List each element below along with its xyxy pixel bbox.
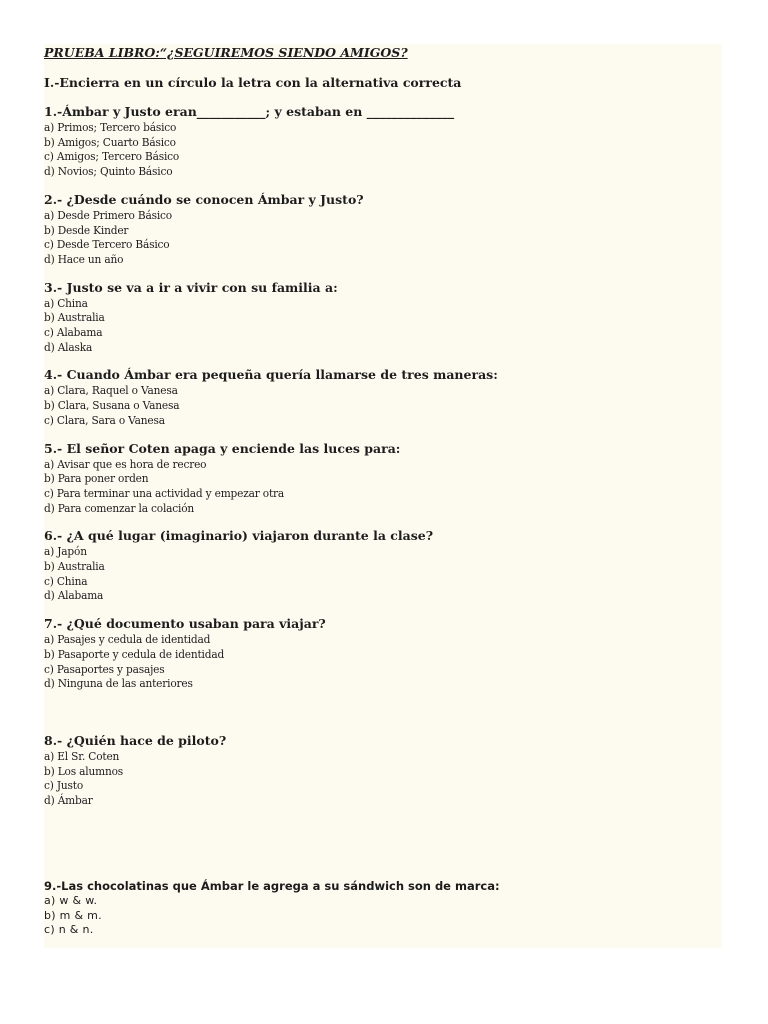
option: a) Clara, Raquel o Vanesa xyxy=(44,383,178,398)
question-text: 1.-Ámbar y Justo eran___________; y estaban en ______________ xyxy=(44,104,455,119)
option: b) Australia xyxy=(44,559,105,574)
option: b) Para poner orden xyxy=(44,471,149,486)
question-7 xyxy=(44,616,722,691)
option: b) Pasaporte y cedula de identidad xyxy=(44,646,225,661)
question-5 xyxy=(44,441,722,516)
option: d) Para comenzar la colación xyxy=(44,500,195,515)
question-text: 8.- ¿Quién hace de piloto? xyxy=(44,732,227,748)
option: d) Novios; Quinto Básico xyxy=(44,164,173,179)
question-text: 7.- ¿Qué documento usaban para viajar? xyxy=(44,616,326,632)
option: c) Clara, Sara o Vanesa xyxy=(44,412,165,427)
option: c) Amigos; Tercero Básico xyxy=(44,149,180,164)
option: c) Alabama xyxy=(44,325,103,340)
question-4 xyxy=(44,367,722,427)
option: b) Australia xyxy=(44,310,105,325)
option: d) Ninguna de las anteriores xyxy=(44,676,193,691)
option-list xyxy=(44,208,722,267)
option: a) Primos; Tercero básico xyxy=(44,120,177,134)
option: b) Clara, Susana o Vanesa xyxy=(44,398,180,413)
option: c) Justo xyxy=(44,778,84,793)
option: c) China xyxy=(44,573,88,588)
option: d) Ámbar xyxy=(44,793,93,808)
option: b) Desde Kinder xyxy=(44,222,129,237)
option-list xyxy=(44,544,722,603)
option: c) Pasaportes y pasajes xyxy=(44,661,165,676)
question-text: 3.- Justo se va a ir a vivir con su familia a: xyxy=(44,279,338,295)
question-6 xyxy=(44,528,722,603)
option: a) Japón xyxy=(44,544,87,559)
question-text: 4.- Cuando Ámbar era pequeña quería llamarse de tres maneras: xyxy=(44,367,498,383)
document-page xyxy=(44,44,722,948)
option-list xyxy=(44,383,722,427)
option: c) n & n. xyxy=(44,923,94,937)
question-text: 5.- El señor Coten apaga y enciende las luces para: xyxy=(44,440,401,456)
option: b) m & m. xyxy=(44,908,102,922)
question-text: 6.- ¿A qué lugar (imaginario) viajaron durante la clase? xyxy=(44,528,434,544)
question-8 xyxy=(44,733,722,808)
option-list xyxy=(44,120,722,179)
option: d) Alabama xyxy=(44,588,104,603)
question-1 xyxy=(44,104,722,179)
question-3 xyxy=(44,280,722,355)
option: a) Pasajes y cedula de identidad xyxy=(44,632,211,647)
option-list xyxy=(44,632,722,691)
question-9 xyxy=(44,878,722,938)
option: c) Para terminar una actividad y empezar otra xyxy=(44,485,285,500)
option-list xyxy=(44,894,722,938)
option: c) Desde Tercero Básico xyxy=(44,237,170,252)
option-list xyxy=(44,296,722,355)
option: b) Amigos; Cuarto Básico xyxy=(44,134,176,149)
instruction: I.-Encierra en un círculo la letra con la alternativa correcta xyxy=(44,75,462,90)
option: a) w & w. xyxy=(44,893,98,907)
question-text: 9.-Las chocolatinas que Ámbar le agrega a su sándwich son de marca: xyxy=(44,878,500,893)
option: a) Desde Primero Básico xyxy=(44,207,172,222)
option: a) Avisar que es hora de recreo xyxy=(44,456,207,471)
option: a) El Sr. Coten xyxy=(44,748,120,763)
question-text: 2.- ¿Desde cuándo se conocen Ámbar y Justo? xyxy=(44,191,364,207)
option: a) China xyxy=(44,295,88,310)
option-list xyxy=(44,457,722,516)
option-list xyxy=(44,749,722,808)
question-2 xyxy=(44,192,722,267)
document-title: PRUEBA LIBRO:“¿SEGUIREMOS SIENDO AMIGOS? xyxy=(44,45,408,60)
option: d) Hace un año xyxy=(44,251,124,266)
option: d) Alaska xyxy=(44,339,93,354)
option: b) Los alumnos xyxy=(44,763,124,778)
